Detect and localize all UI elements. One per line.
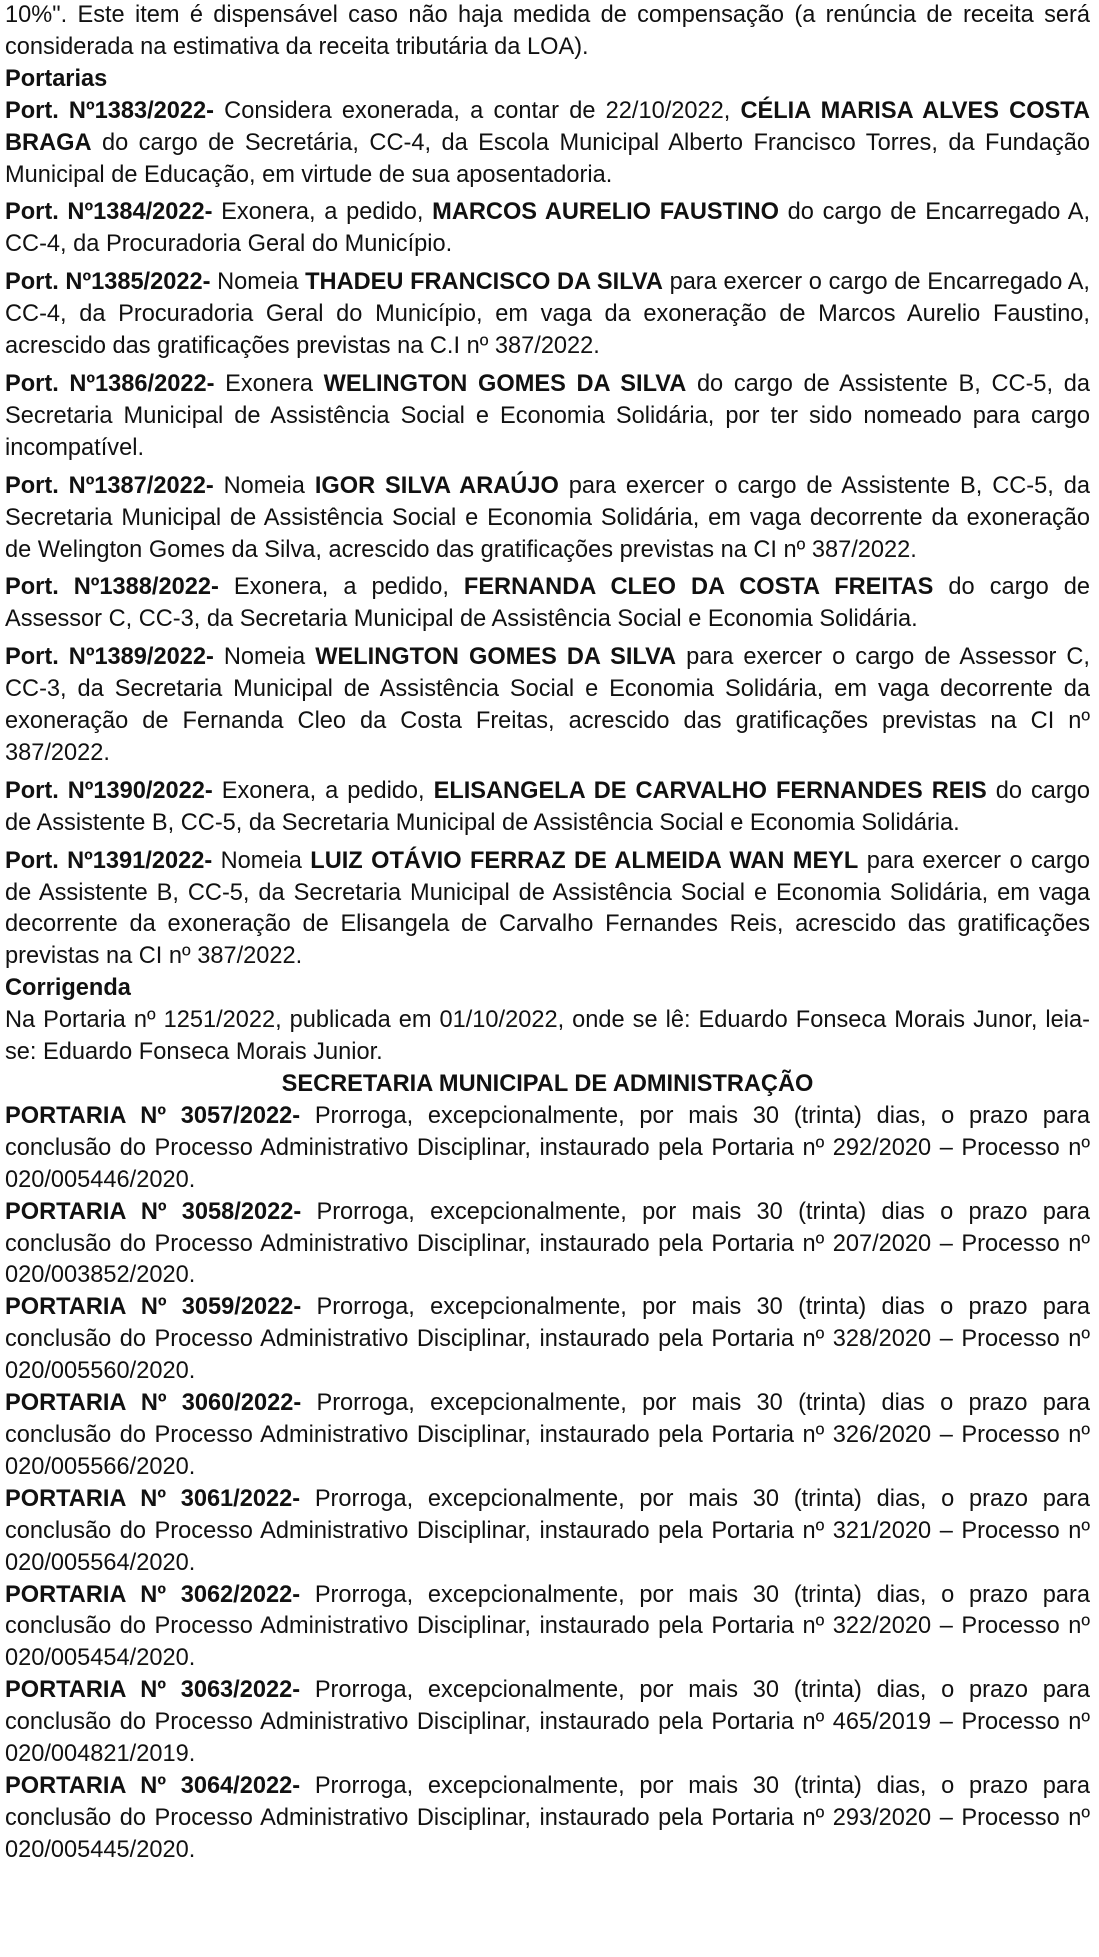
portaria-ref: Port. Nº1384/2022- xyxy=(5,199,213,226)
portaria-ref: Port. Nº1383/2022- xyxy=(5,97,214,124)
portaria-text: para exercer o cargo de Assessor C, CC-3, da Secretaria Municipal de Assistência Social e Economia Solidária, em vaga decorrente da exoneração de Fernanda Cleo da Costa Freitas, acrescido das gratificações previstas na CI nº 387/2022. xyxy=(5,644,1090,766)
portaria-text: do cargo de Assessor C, CC-3, da Secretaria Municipal de Assistência Social e Economia Solidária. xyxy=(5,574,1090,633)
portaria-text: do cargo de Assistente B, CC-5, da Secretaria Municipal de Assistência Social e Economia Solidária, por ter sido nomeado para cargo incompatível. xyxy=(5,370,1090,461)
section-heading-portarias: Portarias xyxy=(5,65,108,92)
admin-portaria-text: Prorroga, excepcionalmente, por mais 30 (trinta) dias, o prazo para conclusão do Processo Administrativo Disciplinar, instaurado pela Portaria nº 292/2020 – Processo nº 020/005446/2020. xyxy=(5,1102,1090,1193)
person-name: MARCOS AURELIO FAUSTINO xyxy=(432,199,779,226)
portaria-entry xyxy=(5,846,1090,974)
portaria-entry xyxy=(5,776,1090,840)
portaria-text: do cargo de Assistente B, CC-5, da Secretaria Municipal de Assistência Social e Economia Solidária. xyxy=(5,777,1091,836)
admin-portaria-entry xyxy=(5,1580,1090,1676)
portaria-entry xyxy=(5,642,1090,770)
portaria-text: Exonera, a pedido, xyxy=(212,199,433,226)
person-name: FERNANDA CLEO DA COSTA FREITAS xyxy=(463,574,934,601)
person-name: IGOR SILVA ARAÚJO xyxy=(314,472,559,499)
portaria-text: Exonera, a pedido, xyxy=(212,777,434,804)
admin-portaria-text: Prorroga, excepcionalmente, por mais 30 (trinta) dias, o prazo para conclusão do Processo Administrativo Disciplinar, instaurado pela Portaria nº 465/2019 – Processo nº 020/004821/2019. xyxy=(5,1677,1090,1768)
admin-portaria-text: Prorroga, excepcionalmente, por mais 30 (trinta) dias, o prazo para conclusão do Processo Administrativo Disciplinar, instaurado pela Portaria nº 322/2020 – Processo nº 020/005454/2020. xyxy=(5,1581,1090,1672)
person-name: THADEU FRANCISCO DA SILVA xyxy=(305,269,663,296)
portaria-text: Exonera, a pedido, xyxy=(218,574,464,601)
portaria-entry xyxy=(5,197,1090,261)
portaria-entry xyxy=(5,96,1090,192)
admin-portaria-entry xyxy=(5,1101,1090,1197)
admin-portaria-text: Prorroga, excepcionalmente, por mais 30 (trinta) dias o prazo para conclusão do Processo Administrativo Disciplinar, instaurado pela Portaria nº 328/2020 – Processo nº 020/005560/2020. xyxy=(5,1294,1090,1385)
person-name: LUIZ OTÁVIO FERRAZ DE ALMEIDA WAN MEYL xyxy=(310,847,859,874)
admin-portaria-entry xyxy=(5,1484,1090,1580)
secretaria-heading: SECRETARIA MUNICIPAL DE ADMINISTRAÇÃO xyxy=(281,1071,814,1097)
corrigenda-text: Na Portaria nº 1251/2022, publicada em 01/10/2022, onde se lê: Eduardo Fonseca Morais Junor, leia-se: Eduardo Fonseca Morais Junior. xyxy=(5,1007,1090,1066)
portaria-ref: Port. Nº1391/2022- xyxy=(5,847,213,874)
admin-portaria-ref: PORTARIA Nº 3064/2022- xyxy=(5,1772,301,1799)
admin-portaria-text: Prorroga, excepcionalmente, por mais 30 (trinta) dias o prazo para conclusão do Processo Administrativo Disciplinar, instaurado pela Portaria nº 207/2020 – Processo nº 020/003852/2020. xyxy=(5,1198,1090,1289)
portaria-entry xyxy=(5,471,1090,567)
document-page xyxy=(5,0,1090,1867)
portaria-ref: Port. Nº1390/2022- xyxy=(5,777,213,804)
portaria-entry xyxy=(5,369,1090,465)
portaria-text: para exercer o cargo de Assistente B, CC-5, da Secretaria Municipal de Assistência Social e Economia Solidária, em vaga decorrente da exoneração de Elisangela de Carvalho Fernandes Reis, acrescido das gratificações previstas na CI nº 387/2022. xyxy=(5,847,1090,970)
admin-portaria-text: Prorroga, excepcionalmente, por mais 30 (trinta) dias o prazo para conclusão do Processo Administrativo Disciplinar, instaurado pela Portaria nº 326/2020 – Processo nº 020/005566/2020. xyxy=(5,1390,1090,1480)
admin-portaria-ref: PORTARIA Nº 3063/2022- xyxy=(5,1677,301,1704)
person-name: WELINGTON GOMES DA SILVA xyxy=(315,644,677,671)
admin-portaria-ref: PORTARIA Nº 3060/2022- xyxy=(5,1390,302,1417)
portaria-text: do cargo de Secretária, CC-4, da Escola Municipal Alberto Francisco Torres, da Fundação Municipal de Educação, em virtude de sua aposentadoria. xyxy=(5,129,1090,188)
portaria-ref: Port. Nº1387/2022- xyxy=(5,472,214,499)
admin-portaria-ref: PORTARIA Nº 3061/2022- xyxy=(5,1485,301,1512)
person-name: CÉLIA MARISA ALVES COSTA BRAGA xyxy=(5,97,1090,156)
portaria-text: Nomeia xyxy=(213,644,316,671)
portaria-ref: Port. Nº1389/2022- xyxy=(5,644,214,671)
admin-portaria-ref: PORTARIA Nº 3058/2022- xyxy=(5,1198,302,1225)
admin-portaria-entry xyxy=(5,1771,1090,1867)
portaria-text: para exercer o cargo de Encarregado A, CC-4, da Procuradoria Geral do Município, em vaga da exoneração de Marcos Aurelio Faustino, acrescido das gratificações previstas na C.I nº 387/2022. xyxy=(5,269,1090,360)
admin-portaria-entry xyxy=(5,1388,1090,1484)
admin-portaria-entry xyxy=(5,1292,1090,1388)
admin-portaria-ref: PORTARIA Nº 3059/2022- xyxy=(5,1294,302,1321)
admin-portaria-text: Prorroga, excepcionalmente, por mais 30 (trinta) dias, o prazo para conclusão do Processo Administrativo Disciplinar, instaurado pela Portaria nº 321/2020 – Processo nº 020/005564/2020. xyxy=(5,1485,1090,1576)
person-name: ELISANGELA DE CARVALHO FERNANDES REIS xyxy=(433,777,987,804)
admin-portaria-ref: PORTARIA Nº 3057/2022- xyxy=(5,1102,301,1129)
portaria-ref: Port. Nº1388/2022- xyxy=(5,574,219,601)
portaria-text: para exercer o cargo de Assistente B, CC-5, da Secretaria Municipal de Assistência Social e Economia Solidária, em vaga decorrente da exoneração de Welington Gomes da Silva, acrescido das gratificações previstas na CI nº 387/2022. xyxy=(5,472,1090,563)
portaria-ref: Port. Nº1386/2022- xyxy=(5,370,215,397)
admin-portaria-ref: PORTARIA Nº 3062/2022- xyxy=(5,1581,301,1608)
portaria-text: Considera exonerada, a contar de 22/10/2022, xyxy=(213,97,741,124)
portaria-text: Nomeia xyxy=(212,847,311,874)
portaria-entry xyxy=(5,267,1090,363)
portaria-text: Nomeia xyxy=(210,269,306,296)
portaria-text: do cargo de Encarregado A, CC-4, da Procuradoria Geral do Município. xyxy=(5,199,1090,258)
section-heading-corrigenda: Corrigenda xyxy=(5,975,131,1002)
portaria-text: Exonera xyxy=(214,370,324,397)
admin-portaria-text: Prorroga, excepcionalmente, por mais 30 (trinta) dias, o prazo para conclusão do Processo Administrativo Disciplinar, instaurado pela Portaria nº 293/2020 – Processo nº 020/005445/2020. xyxy=(5,1772,1090,1863)
portaria-entry xyxy=(5,572,1090,636)
intro-fragment: 10%". Este item é dispensável caso não haja medida de compensação (a renúncia de receita será considerada na estimativa da receita tributária da LOA). xyxy=(5,2,1090,60)
admin-portaria-entry xyxy=(5,1675,1090,1771)
portaria-ref: Port. Nº1385/2022- xyxy=(5,269,211,296)
portaria-text: Nomeia xyxy=(213,472,315,499)
admin-portaria-entry xyxy=(5,1197,1090,1293)
person-name: WELINGTON GOMES DA SILVA xyxy=(323,370,687,397)
